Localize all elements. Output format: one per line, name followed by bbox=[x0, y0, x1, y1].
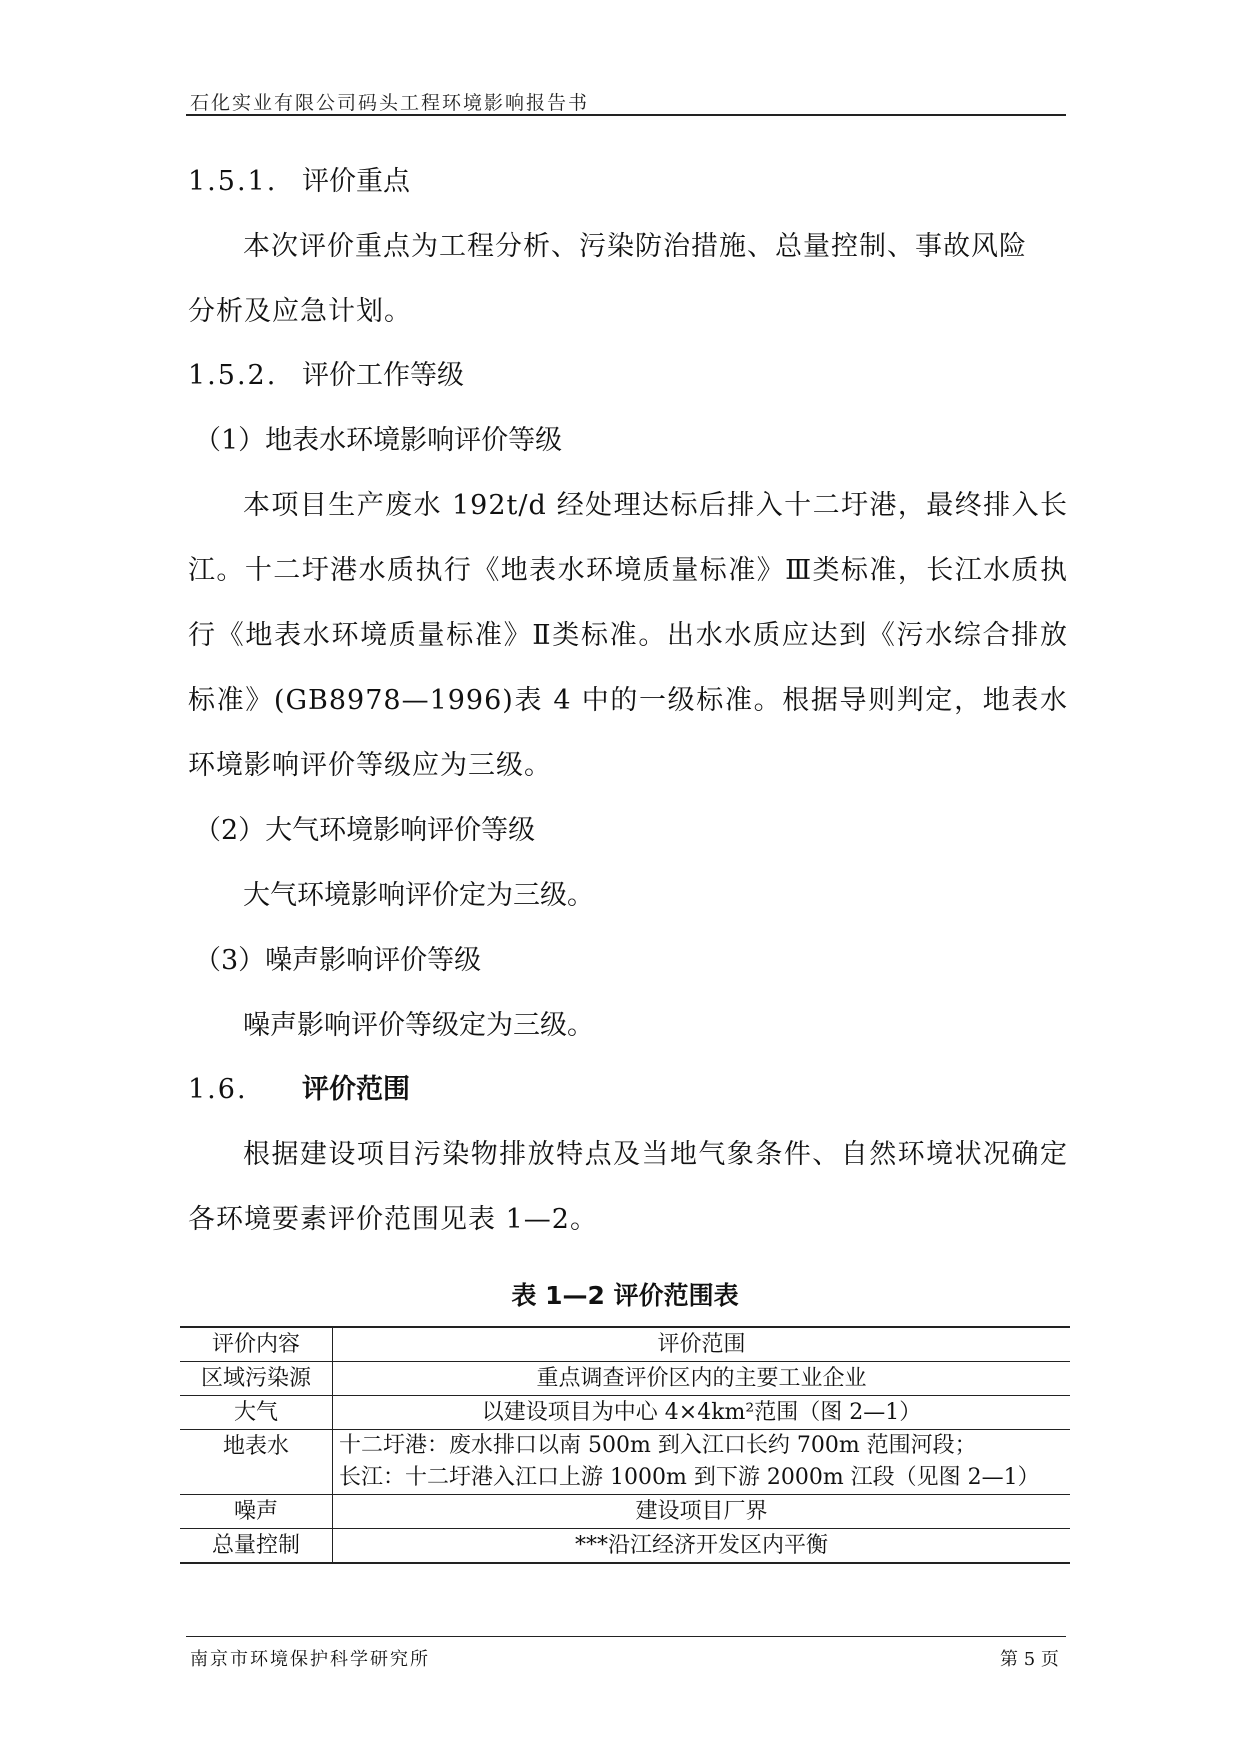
cell-item: 噪声 bbox=[180, 1495, 333, 1529]
paragraph-range: 根据建设项目污染物排放特点及当地气象条件、自然环境状况确定各环境要素评价范围见表 1—2。 bbox=[188, 1139, 1068, 1235]
heading-1-6 bbox=[188, 1058, 1068, 1122]
body-content bbox=[188, 150, 1068, 1252]
table-header-row bbox=[180, 1327, 1070, 1362]
heading-number: 1.6. bbox=[188, 1074, 248, 1105]
table-row bbox=[180, 1495, 1070, 1529]
cell-range: 重点调查评价区内的主要工业企业 bbox=[333, 1362, 1071, 1396]
running-header: 石化实业有限公司码头工程环境影响报告书 bbox=[190, 92, 590, 114]
cell-range-multiline bbox=[333, 1430, 1071, 1495]
footer-organization: 南京市环境保护科学研究所 bbox=[190, 1649, 430, 1670]
cell-item: 总量控制 bbox=[180, 1529, 333, 1564]
header-cell-item: 评价内容 bbox=[180, 1327, 333, 1362]
footer-rule bbox=[186, 1636, 1066, 1637]
heading-number: 1.5.1. bbox=[188, 166, 278, 197]
paragraph-air: 大气环境影响评价定为三级。 bbox=[243, 880, 594, 911]
evaluation-range-table bbox=[180, 1326, 1070, 1564]
table-caption: 表 1—2 评价范围表 bbox=[511, 1281, 739, 1310]
cell-item: 区域污染源 bbox=[180, 1362, 333, 1396]
cell-item: 大气 bbox=[180, 1396, 333, 1430]
page-number: 第 5 页 bbox=[1000, 1649, 1059, 1670]
subheading-air: （2）大气环境影响评价等级 bbox=[194, 815, 536, 846]
heading-1-5-2 bbox=[188, 344, 1068, 408]
cell-range: 以建设项目为中心 4×4km²范围（图 2—1） bbox=[333, 1396, 1071, 1430]
range-line: 十二圩港：废水排口以南 500m 到入江口长约 700m 范围河段； bbox=[339, 1433, 977, 1458]
table-row bbox=[180, 1430, 1070, 1495]
heading-title: 评价工作等级 bbox=[302, 360, 464, 391]
table-row bbox=[180, 1362, 1070, 1396]
heading-1-5-1 bbox=[188, 150, 1068, 214]
paragraph-noise: 噪声影响评价等级定为三级。 bbox=[243, 1010, 594, 1041]
heading-title: 评价范围 bbox=[302, 1074, 410, 1105]
cell-range: ***沿江经济开发区内平衡 bbox=[333, 1529, 1071, 1564]
header-cell-range: 评价范围 bbox=[333, 1327, 1071, 1362]
paragraph-focus-line1: 本次评价重点为工程分析、污染防治措施、总量控制、事故风险 bbox=[243, 231, 1027, 262]
range-line: 长江：十二圩港入江口上游 1000m 到下游 2000m 江段（见图 2—1） bbox=[339, 1465, 1040, 1490]
header-rule bbox=[186, 114, 1066, 116]
paragraph-surface-water: 本项目生产废水 192t/d 经处理达标后排入十二圩港，最终排入长江。十二圩港水质执行《地表水环境质量标准》Ⅲ类标准，长江水质执行《地表水环境质量标准》Ⅱ类标准。出水水质应达到《污水综合排放标准》(GB8978—1996)表 4 中的一级标准。根据导则判定，地表水环境影响评价等级应为三级。 bbox=[188, 490, 1068, 781]
cell-range: 建设项目厂界 bbox=[333, 1495, 1071, 1529]
heading-number: 1.5.2. bbox=[188, 360, 278, 391]
cell-item: 地表水 bbox=[180, 1430, 333, 1495]
table-row bbox=[180, 1396, 1070, 1430]
heading-title: 评价重点 bbox=[302, 166, 410, 197]
subheading-noise: （3）噪声影响评价等级 bbox=[194, 945, 482, 976]
table-row bbox=[180, 1529, 1070, 1564]
subheading-surface-water: （1）地表水环境影响评价等级 bbox=[194, 425, 563, 456]
paragraph-focus-line2: 分析及应急计划。 bbox=[188, 296, 412, 327]
